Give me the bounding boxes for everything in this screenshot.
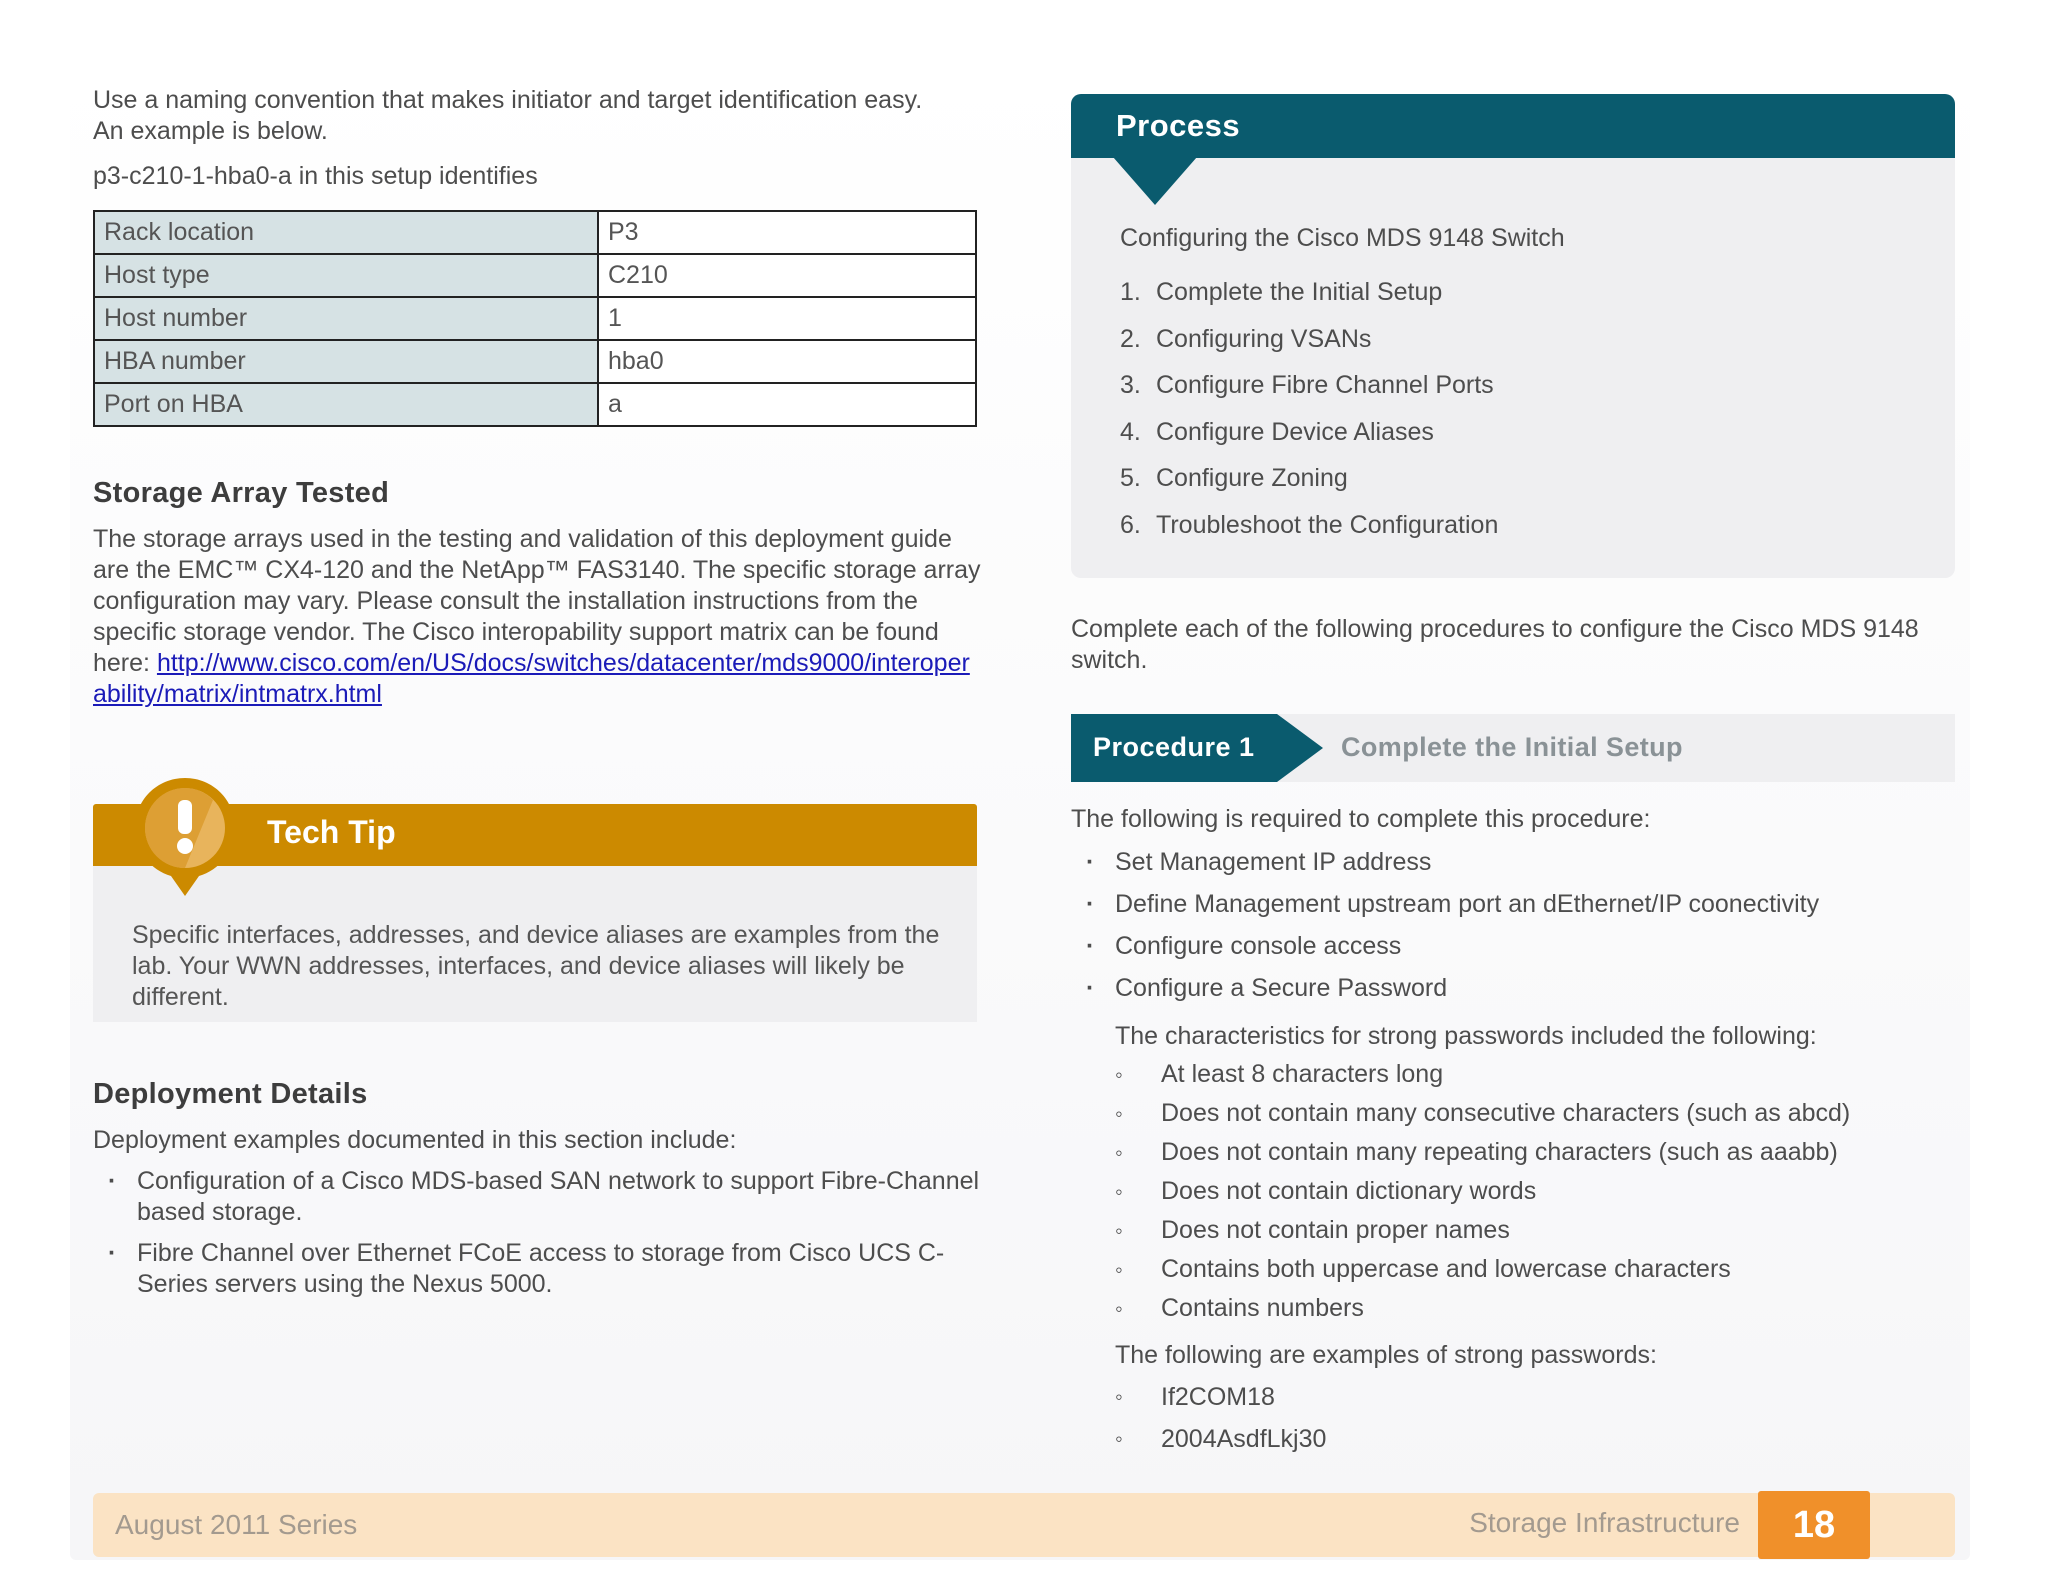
required-text: The following is required to complete this procedure: [1071, 805, 1651, 833]
interop-matrix-link[interactable]: http://www.cisco.com/en/US/docs/switches/datacenter/mds9000/interoperability/matrix/intmatrx.html [93, 649, 970, 708]
list-item: ◦ Does not contain dictionary words [1115, 1172, 1957, 1211]
list-item: ◦ Contains numbers [1115, 1289, 1957, 1328]
page-number: 18 [1758, 1491, 1870, 1559]
table-row [94, 254, 976, 297]
list-item: ◦ At least 8 characters long [1115, 1055, 1957, 1094]
complete-text: Complete each of the following procedures to configure the Cisco MDS 9148 switch. [1071, 615, 1919, 674]
footer-section: Storage Infrastructure [1469, 1507, 1740, 1538]
procedure-tag-label: Procedure 1 [1093, 732, 1255, 762]
storage-heading: Storage Array Tested [93, 477, 390, 509]
list-item: · Fibre Channel over Ethernet FCoE access to storage from Cisco UCS C-Series servers using the Nexus 5000. [93, 1238, 983, 1300]
process-subtitle: Configuring the Cisco MDS 9148 Switch [1120, 224, 1565, 252]
deployment-intro: Deployment examples documented in this section include: [93, 1126, 737, 1154]
list-item: ◦ Does not contain many consecutive characters (such as abcd) [1115, 1094, 1957, 1133]
table-key: Rack location [94, 211, 598, 254]
list-item: ◦ Contains both uppercase and lowercase characters [1115, 1250, 1957, 1289]
list-item: ◦ 2004AsdfLkj30 [1115, 1418, 1957, 1460]
list-item: · Configuration of a Cisco MDS-based SAN network to support Fibre-Channel based storage. [93, 1166, 983, 1228]
list-item: ◦ If2COM18 [1115, 1376, 1957, 1418]
tech-tip-box [93, 774, 977, 1022]
password-section [1115, 1017, 1957, 1460]
table-key: Host number [94, 297, 598, 340]
deployment-heading: Deployment Details [93, 1078, 368, 1110]
naming-table [93, 210, 977, 427]
table-row [94, 340, 976, 383]
intro-line-2: An example is below. [93, 117, 328, 145]
table-value: hba0 [598, 340, 976, 383]
password-rules [1115, 1055, 1957, 1328]
process-step[interactable]: 6. Troubleshoot the Configuration [1120, 510, 1499, 539]
table-row [94, 211, 976, 254]
tech-tip-text: Specific interfaces, addresses, and device aliases are examples from the lab. Your WWN addresses, interfaces, and device aliases will likely be different. [132, 921, 940, 1011]
table-row [94, 383, 976, 426]
table-row [94, 297, 976, 340]
table-key: Host type [94, 254, 598, 297]
deployment-list [93, 1166, 983, 1300]
table-value: P3 [598, 211, 976, 254]
process-title: Process [1116, 108, 1241, 143]
table-value: a [598, 383, 976, 426]
process-notch [1113, 157, 1197, 205]
procedure-bar [1071, 714, 1955, 782]
password-intro: The characteristics for strong passwords included the following: [1115, 1022, 1817, 1050]
examples-intro: The following are examples of strong passwords: [1115, 1341, 1657, 1369]
list-item: · Set Management IP address [1071, 841, 1957, 883]
intro-line-1: Use a naming convention that makes initiator and target identification easy. [93, 86, 923, 114]
procedure-tag [1071, 714, 1277, 782]
required-list [1071, 841, 1957, 1009]
process-step[interactable]: 3. Configure Fibre Channel Ports [1120, 371, 1494, 399]
table-key: HBA number [94, 340, 598, 383]
procedure-title: Complete the Initial Setup [1341, 732, 1683, 762]
example-line: p3-c210-1-hba0-a in this setup identifies [93, 162, 538, 190]
process-step[interactable]: 1. Complete the Initial Setup [1120, 278, 1443, 306]
procedure-arrow [1277, 714, 1323, 782]
table-value: 1 [598, 297, 976, 340]
list-item: · Configure console access [1071, 925, 1957, 967]
right-column [1071, 94, 1957, 1460]
storage-text: The storage arrays used in the testing and validation of this deployment guide are the EMC™ CX4-120 and the NetApp™ FAS3140. The specific storage array configuration may vary. Please consult the installation instructions from the specific storage vendor. The Cisco interopability support matrix can be found here: [93, 525, 981, 677]
list-item: ◦ Does not contain many repeating characters (such as aaabb) [1115, 1133, 1957, 1172]
list-item: · Configure a Secure Password [1071, 967, 1957, 1009]
process-header [1071, 94, 1955, 158]
process-step[interactable]: 5. Configure Zoning [1120, 464, 1348, 492]
table-key: Port on HBA [94, 383, 598, 426]
process-steps [1120, 269, 1498, 548]
footer-series: August 2011 Series [115, 1509, 358, 1540]
tech-tip-title: Tech Tip [267, 814, 396, 850]
storage-paragraph [93, 524, 983, 710]
list-item: · Define Management upstream port an dEthernet/IP coonectivity [1071, 883, 1957, 925]
process-box [1071, 94, 1955, 578]
password-examples [1115, 1376, 1957, 1460]
table-value: C210 [598, 254, 976, 297]
process-step[interactable]: 2. Configuring VSANs [1120, 324, 1372, 353]
exclamation-icon [131, 774, 239, 920]
left-column [93, 85, 983, 1300]
list-item: ◦ Does not contain proper names [1115, 1211, 1957, 1250]
footer-bar [93, 1493, 1955, 1557]
process-step[interactable]: 4. Configure Device Aliases [1120, 417, 1434, 446]
